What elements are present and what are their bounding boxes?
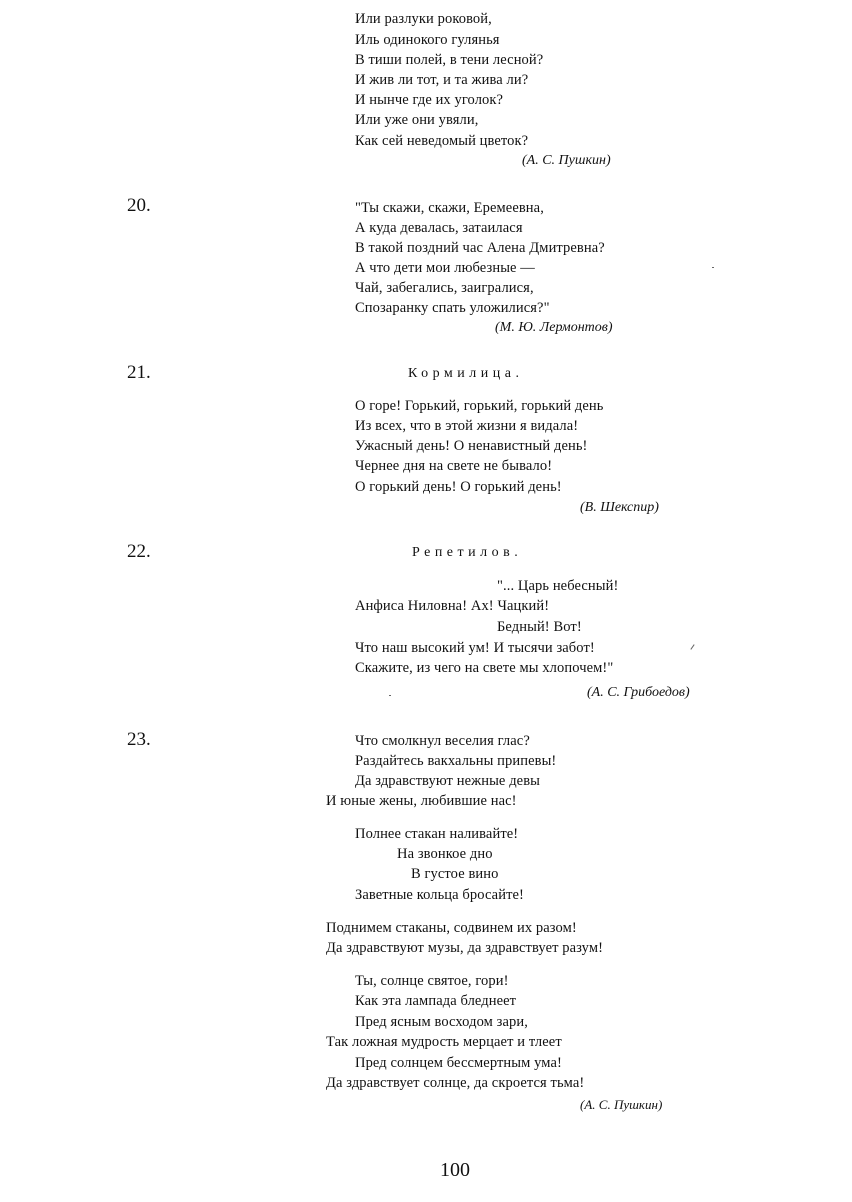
poem-line: Да здравствуют нежные девы (355, 773, 540, 789)
scan-speck (690, 644, 694, 649)
poem-line: "Ты скажи, скажи, Еремеевна, (355, 200, 544, 216)
poem-line: Спозаранку спать уложилися?" (355, 300, 550, 316)
poem-line: Бедный! Вот! (497, 619, 582, 635)
poem-line: В густое вино (411, 866, 499, 882)
exercise-number: 21. (127, 362, 151, 383)
poem-line: На звонкое дно (397, 846, 493, 862)
poem-line: В тиши полей, в тени лесной? (355, 52, 544, 68)
attribution: (А. С. Пушкин) (522, 153, 611, 168)
poem-line: Поднимем стаканы, содвинем их разом! (326, 920, 577, 936)
attribution: (М. Ю. Лермонтов) (495, 320, 613, 335)
poem-line: Как сей неведомый цветок? (355, 133, 529, 149)
poem-line: Да здравствуют музы, да здравствует разум! (326, 940, 604, 956)
poem-line: Скажите, из чего на свете мы хлопочем!" (355, 660, 614, 676)
poem-line: В такой поздний час Алена Дмитревна? (355, 240, 605, 256)
poem-line: Пред солнцем бессмертным ума! (355, 1055, 562, 1071)
exercise-number: 22. (127, 541, 151, 562)
exercise-number: 20. (127, 195, 151, 216)
poem-line: А что дети мои любезные — (355, 260, 535, 276)
poem-line: О горе! Горький, горький, горький день (355, 398, 604, 414)
poem-line: А куда девалась, затаилася (355, 220, 523, 236)
poem-line: Что смолкнул веселия глас? (355, 733, 530, 749)
poem-line: Ты, солнце святое, гори! (355, 973, 509, 989)
attribution: (А. С. Пушкин) (580, 1097, 663, 1112)
poem-line: Или уже они увяли, (355, 112, 479, 128)
poem-line: Из всех, что в этой жизни я видала! (355, 418, 579, 434)
poem-line: О горький день! О горький день! (355, 479, 562, 495)
poem-line: И юные жены, любившие нас! (326, 793, 517, 809)
poem-line: Анфиса Ниловна! Ах! Чацкий! (355, 598, 550, 614)
poem-line: Да здравствует солнце, да скроется тьма! (326, 1075, 585, 1091)
poem-line: Или разлуки роковой, (355, 11, 492, 27)
poem-line: Пред ясным восходом зари, (355, 1014, 528, 1030)
attribution: (А. С. Грибоедов) (587, 685, 690, 700)
scan-speck (389, 695, 391, 696)
character-heading: Репетилов. (412, 545, 523, 560)
poem-line: Что наш высокий ум! И тысячи забот! (355, 640, 595, 656)
poem-line: Иль одинокого гулянья (355, 32, 500, 48)
poem-line: Чай, забегались, заигралися, (355, 280, 534, 296)
poem-line: "... Царь небесный! (497, 578, 619, 594)
poem-line: Раздайтесь вакхальны припевы! (355, 753, 557, 769)
page-number: 100 (440, 1159, 470, 1181)
poem-line: Заветные кольца бросайте! (355, 887, 524, 903)
attribution: (В. Шекспир) (580, 500, 659, 515)
exercise-number: 23. (127, 729, 151, 750)
poem-line: Полнее стакан наливайте! (355, 826, 519, 842)
poem-line: Так ложная мудрость мерцает и тлеет (326, 1034, 562, 1050)
poem-line: Чернее дня на свете не бывало! (355, 458, 553, 474)
poem-line: И жив ли тот, и та жива ли? (355, 72, 529, 88)
character-heading: Кормилица. (408, 366, 524, 381)
scan-speck (712, 267, 714, 268)
poem-line: Ужасный день! О ненавистный день! (355, 438, 588, 454)
poem-line: И нынче где их уголок? (355, 92, 504, 108)
poem-line: Как эта лампада бледнеет (355, 993, 517, 1009)
